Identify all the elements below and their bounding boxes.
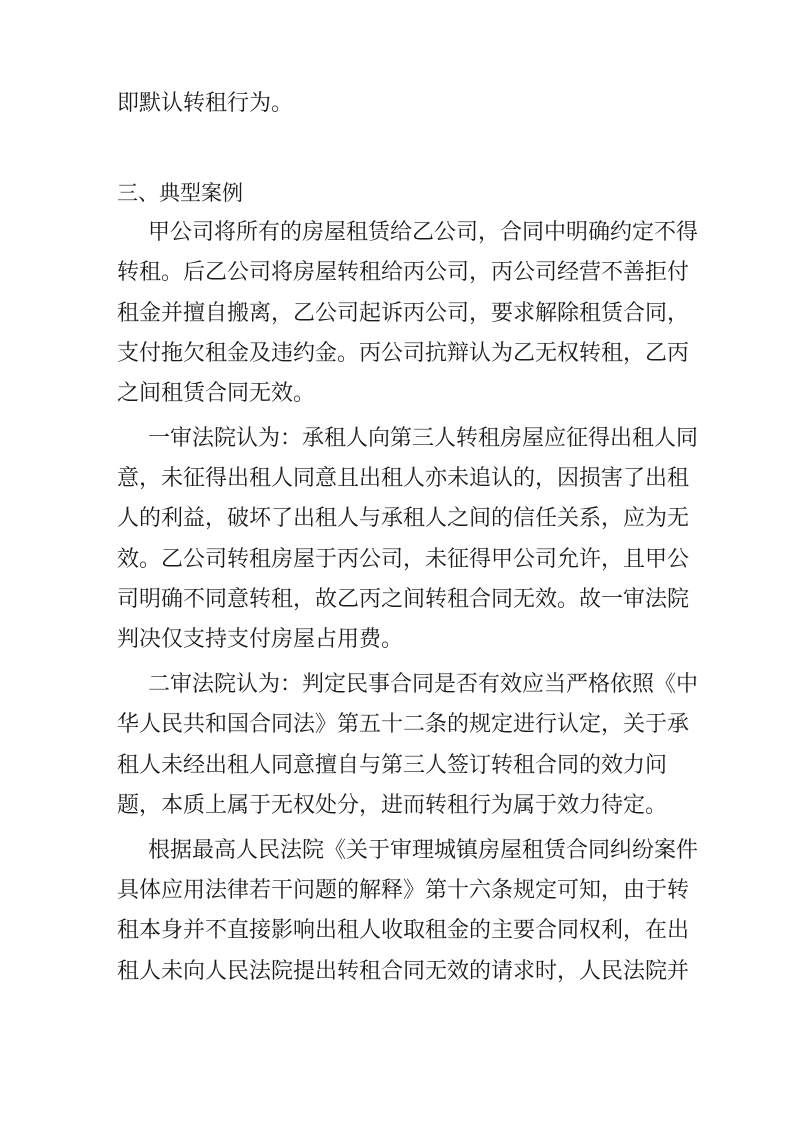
text-line: 司明确不同意转租，故乙丙之间转租合同无效。故一审法院 — [117, 587, 690, 612]
text-line: 租人未向人民法院提出转租合同无效的请求时，人民法院并 — [117, 959, 690, 984]
text-line: 根据最高人民法院《关于审理城镇房屋租赁合同纠纷案件 — [148, 838, 699, 863]
text-line: 一审法院认为：承租人向第三人转租房屋应征得出租人同 — [148, 426, 699, 451]
text-line: 甲公司将所有的房屋租赁给乙公司，合同中明确约定不得 — [148, 220, 699, 245]
text-line: 二审法院认为：判定民事合同是否有效应当严格依照《中 — [148, 672, 699, 697]
section-heading: 三、典型案例 — [117, 181, 243, 205]
text-line: 题，本质上属于无权处分，进而转租行为属于效力待定。 — [117, 793, 668, 818]
text-line: 支付拖欠租金及违约金。丙公司抗辩认为乙无权转租，乙丙 — [117, 341, 690, 366]
text-line: 具体应用法律若干问题的解释》第十六条规定可知，由于转 — [117, 878, 690, 903]
text-line: 效。乙公司转租房屋于丙公司，未征得甲公司允许，且甲公 — [117, 547, 690, 572]
text-line: 租人未经出租人同意擅自与第三人签订转租合同的效力问 — [117, 753, 668, 778]
text-line: 租本身并不直接影响出租人收取租金的主要合同权利，在出 — [117, 918, 690, 943]
text-line: 华人民共和国合同法》第五十二条的规定进行认定，关于承 — [117, 712, 690, 737]
text-line: 意，未征得出租人同意且出租人亦未追认的，因损害了出租 — [117, 466, 690, 491]
text-line: 转租。后乙公司将房屋转租给丙公司，丙公司经营不善拒付 — [117, 260, 690, 285]
text-line: 之间租赁合同无效。 — [117, 381, 316, 406]
text-line: 即默认转租行为。 — [117, 91, 294, 116]
text-line: 判决仅支持支付房屋占用费。 — [117, 627, 404, 652]
text-line: 人的利益，破坏了出租人与承租人之间的信任关系，应为无 — [117, 506, 690, 531]
text-line: 租金并擅自搬离，乙公司起诉丙公司，要求解除租赁合同， — [117, 301, 690, 326]
